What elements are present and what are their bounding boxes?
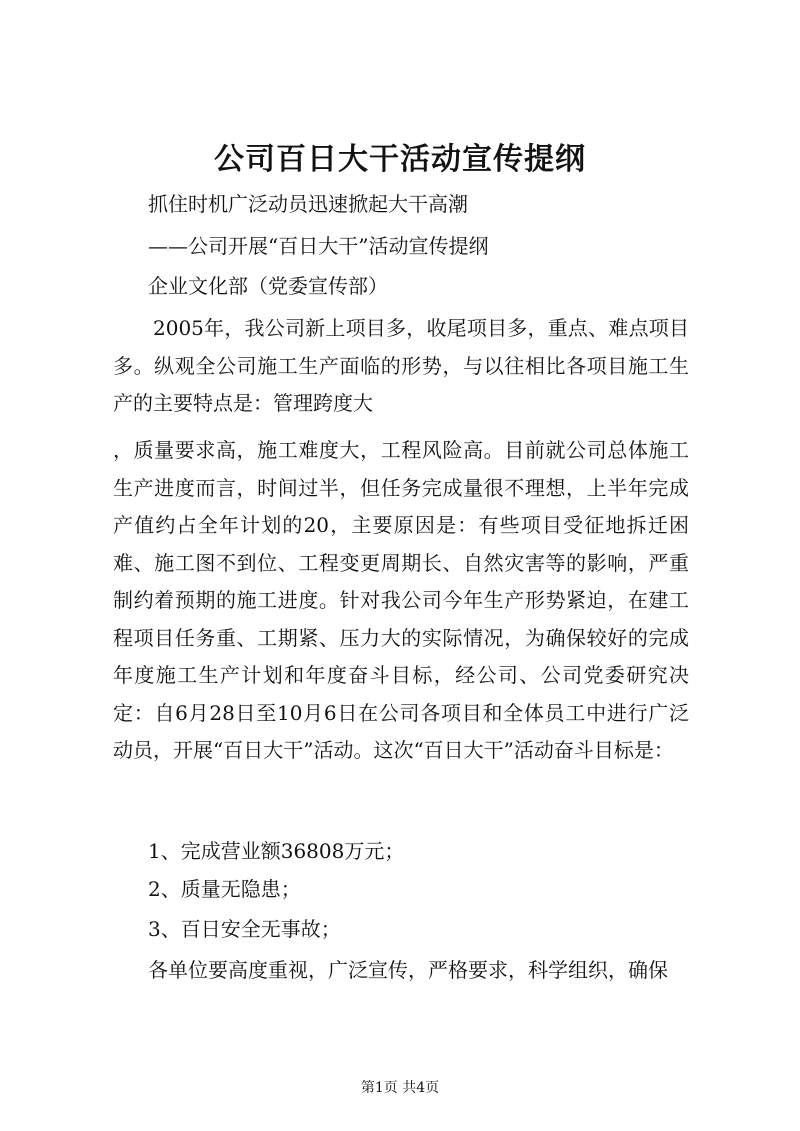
paragraph-situation: ，质量要求高，施工难度大，工程风险高。目前就公司总体施工生产进度而言，时间过半，但任务完成量很不理想，上半年完成产值约占全年计划的20，主要原因是：有些项目受征地拆迁困难、施工图不到位、工程变更周期长、自然灾害等的影响，严重制约着预期的施工进度。针对我公司今年生产形势紧迫，在建工程项目任务重、工期紧、压力大的实际情况，为确保较好的完成年度施工生产计划和年度奋斗目标，经公司、公司党委研究决定：自6月28日至10月6日在公司各项目和全体员工中进行广泛动员，开展“百日大干”活动。这次“百日大干”活动奋斗目标是： <box>113 438 689 762</box>
page-footer: 第1页 共4页 <box>360 1080 440 1096</box>
document-subtitle: 抓住时机广泛动员迅速掀起大干高潮 <box>148 192 468 216</box>
goal-item-3: 3、百日安全无事故； <box>148 917 341 941</box>
document-subtitle-secondary: ——公司开展“百日大干”活动宣传提纲 <box>148 234 489 258</box>
document-title: 公司百日大干活动宣传提纲 <box>214 142 586 177</box>
department-line: 企业文化部（党委宣传部） <box>148 274 388 298</box>
paragraph-requirements: 各单位要高度重视，广泛宣传，严格要求，科学组织，确保 <box>148 958 668 982</box>
goal-item-1: 1、完成营业额36808万元； <box>148 839 405 863</box>
paragraph-intro: 2005年，我公司新上项目多，收尾项目多，重点、难点项目多。纵观全公司施工生产面临的形势，与以往相比各项目施工生产的主要特点是：管理跨度大 <box>113 316 689 415</box>
goal-item-2: 2、质量无隐患； <box>148 877 301 901</box>
